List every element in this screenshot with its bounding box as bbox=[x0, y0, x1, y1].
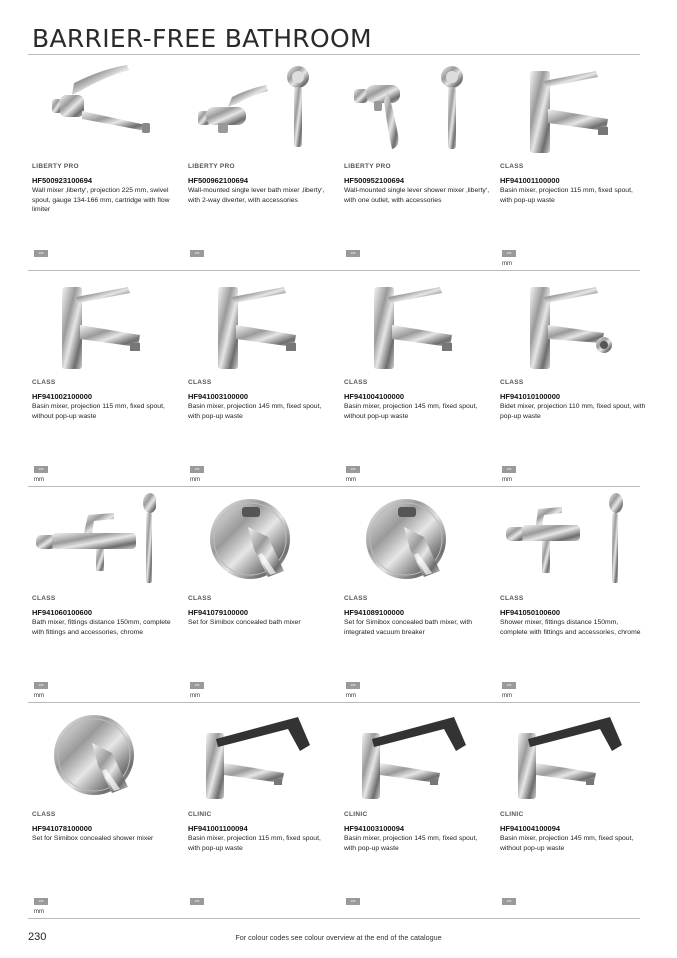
product-card bbox=[188, 55, 336, 270]
colour-swatch: 100 bbox=[502, 682, 516, 689]
product-photo bbox=[32, 277, 156, 371]
product-code: HF941003100000 bbox=[188, 392, 249, 401]
product-series: CLASS bbox=[500, 379, 524, 386]
dimension-unit: mm bbox=[34, 477, 44, 483]
product-card bbox=[344, 703, 492, 918]
product-series: CLASS bbox=[188, 379, 212, 386]
product-photo bbox=[500, 277, 624, 371]
product-photo bbox=[344, 709, 468, 803]
page-title: BARRIER-FREE BATHROOM bbox=[32, 24, 372, 53]
product-series: CLASS bbox=[344, 379, 368, 386]
product-series: LIBERTY PRO bbox=[188, 163, 235, 170]
product-description: Basin mixer, projection 115 mm, fixed spout, without pop-up waste bbox=[32, 403, 165, 420]
product-photo bbox=[32, 493, 156, 587]
dimension-unit: mm bbox=[34, 693, 44, 699]
product-card bbox=[344, 487, 492, 702]
colour-swatch: 100 bbox=[190, 898, 204, 905]
product-series: CLASS bbox=[32, 811, 56, 818]
colour-swatch: 100 bbox=[34, 682, 48, 689]
product-code: HF941060100600 bbox=[32, 608, 93, 617]
product-description: Set for Simibox concealed bath mixer bbox=[188, 619, 301, 626]
product-code: HF941002100000 bbox=[32, 392, 93, 401]
product-description: Basin mixer, projection 115 mm, fixed spout, with pop-up waste bbox=[188, 835, 321, 852]
page-number: 230 bbox=[28, 931, 47, 943]
product-photo bbox=[188, 61, 312, 155]
product-card bbox=[32, 271, 180, 486]
product-code: HF941004100094 bbox=[500, 824, 561, 833]
product-series: CLASS bbox=[32, 379, 56, 386]
product-description: Bath mixer, fittings distance 150mm, complete with fittings and accessories, chrome bbox=[32, 619, 171, 636]
product-card bbox=[500, 703, 648, 918]
product-series: LIBERTY PRO bbox=[32, 163, 79, 170]
product-photo bbox=[500, 493, 624, 587]
product-description: Basin mixer, projection 145 mm, fixed spout, without pop-up waste bbox=[500, 835, 634, 852]
footer-note: For colour codes see colour overview at the end of the catalogue bbox=[235, 933, 442, 942]
product-description: Bidet mixer, projection 110 mm, fixed spout, with pop-up waste bbox=[500, 403, 646, 420]
product-card bbox=[32, 487, 180, 702]
product-card bbox=[500, 487, 648, 702]
dimension-unit: mm bbox=[502, 693, 512, 699]
product-photo bbox=[32, 709, 156, 803]
product-card bbox=[344, 55, 492, 270]
product-series: CLASS bbox=[500, 163, 524, 170]
product-row bbox=[28, 55, 640, 271]
product-series: CLASS bbox=[500, 595, 524, 602]
product-description: Basin mixer, projection 115 mm, fixed spout, with pop-up waste bbox=[500, 187, 633, 204]
product-description: Wall-mounted single lever shower mixer ‚liberty‘, with one outlet, with accessories bbox=[344, 187, 490, 204]
product-code: HF500923100694 bbox=[32, 176, 93, 185]
product-card bbox=[188, 487, 336, 702]
product-code: HF941001100000 bbox=[500, 176, 560, 185]
colour-swatch: 100 bbox=[346, 898, 360, 905]
product-description: Shower mixer, fittings distance 150mm, complete with fittings and accessories, chrome bbox=[500, 619, 641, 636]
colour-swatch: 100 bbox=[346, 466, 360, 473]
product-photo bbox=[344, 277, 468, 371]
product-description: Set for Simibox concealed bath mixer, with integrated vacuum breaker bbox=[344, 619, 473, 636]
product-description: Wall-mounted single lever bath mixer ‚liberty‘, with 2-way diverter, with accessories bbox=[188, 187, 325, 204]
product-photo bbox=[188, 277, 312, 371]
colour-swatch: 100 bbox=[190, 682, 204, 689]
product-code: HF941001100094 bbox=[188, 824, 248, 833]
product-code: HF941078100000 bbox=[32, 824, 93, 833]
product-photo bbox=[188, 493, 312, 587]
dimension-unit: mm bbox=[190, 477, 200, 483]
colour-swatch: 100 bbox=[346, 682, 360, 689]
product-card bbox=[188, 703, 336, 918]
product-description: Set for Simibox concealed shower mixer bbox=[32, 835, 154, 842]
dimension-unit: mm bbox=[502, 261, 512, 267]
product-row bbox=[28, 271, 646, 487]
product-photo bbox=[500, 709, 624, 803]
product-series: CLASS bbox=[344, 595, 368, 602]
product-description: Basin mixer, projection 145 mm, fixed spout, with pop-up waste bbox=[344, 835, 478, 852]
product-code: HF941004100000 bbox=[344, 392, 405, 401]
product-photo bbox=[344, 61, 468, 155]
product-code: HF941079100000 bbox=[188, 608, 249, 617]
colour-swatch: 100 bbox=[502, 250, 516, 257]
product-card bbox=[500, 55, 648, 270]
colour-swatch: 100 bbox=[34, 250, 48, 257]
colour-swatch: 100 bbox=[346, 250, 360, 257]
product-photo bbox=[500, 61, 624, 155]
product-series: CLINIC bbox=[188, 811, 212, 818]
product-series: CLINIC bbox=[500, 811, 524, 818]
product-row bbox=[28, 703, 640, 919]
product-code: HF941010100000 bbox=[500, 392, 561, 401]
product-photo bbox=[188, 709, 312, 803]
product-card bbox=[188, 271, 336, 486]
product-description: Basin mixer, projection 145 mm, fixed spout, with pop-up waste bbox=[188, 403, 322, 420]
dimension-unit: mm bbox=[34, 909, 44, 915]
product-card bbox=[32, 55, 180, 270]
product-description: Wall mixer ‚liberty‘, projection 225 mm, swivel spout, gauge 134-166 mm, cartridge with flow limiter bbox=[32, 187, 170, 214]
product-code: HF941089100000 bbox=[344, 608, 405, 617]
product-photo bbox=[344, 493, 468, 587]
product-code: HF500962100694 bbox=[188, 176, 249, 185]
product-series: LIBERTY PRO bbox=[344, 163, 391, 170]
product-card bbox=[344, 271, 492, 486]
dimension-unit: mm bbox=[190, 693, 200, 699]
product-card bbox=[32, 703, 180, 918]
product-card bbox=[500, 271, 648, 486]
dimension-unit: mm bbox=[502, 477, 512, 483]
colour-swatch: 100 bbox=[502, 898, 516, 905]
product-description: Basin mixer, projection 145 mm, fixed spout, without pop-up waste bbox=[344, 403, 478, 420]
product-grid bbox=[28, 55, 646, 919]
product-series: CLASS bbox=[188, 595, 212, 602]
product-code: HF500952100694 bbox=[344, 176, 405, 185]
product-code: HF941050100600 bbox=[500, 608, 561, 617]
product-row bbox=[28, 487, 640, 703]
colour-swatch: 100 bbox=[34, 898, 48, 905]
colour-swatch: 100 bbox=[34, 466, 48, 473]
colour-swatch: 100 bbox=[502, 466, 516, 473]
product-series: CLASS bbox=[32, 595, 56, 602]
colour-swatch: 100 bbox=[190, 250, 204, 257]
dimension-unit: mm bbox=[346, 693, 356, 699]
product-code: HF941003100094 bbox=[344, 824, 405, 833]
colour-swatch: 100 bbox=[190, 466, 204, 473]
product-photo bbox=[32, 61, 156, 155]
dimension-unit: mm bbox=[346, 477, 356, 483]
product-series: CLINIC bbox=[344, 811, 368, 818]
